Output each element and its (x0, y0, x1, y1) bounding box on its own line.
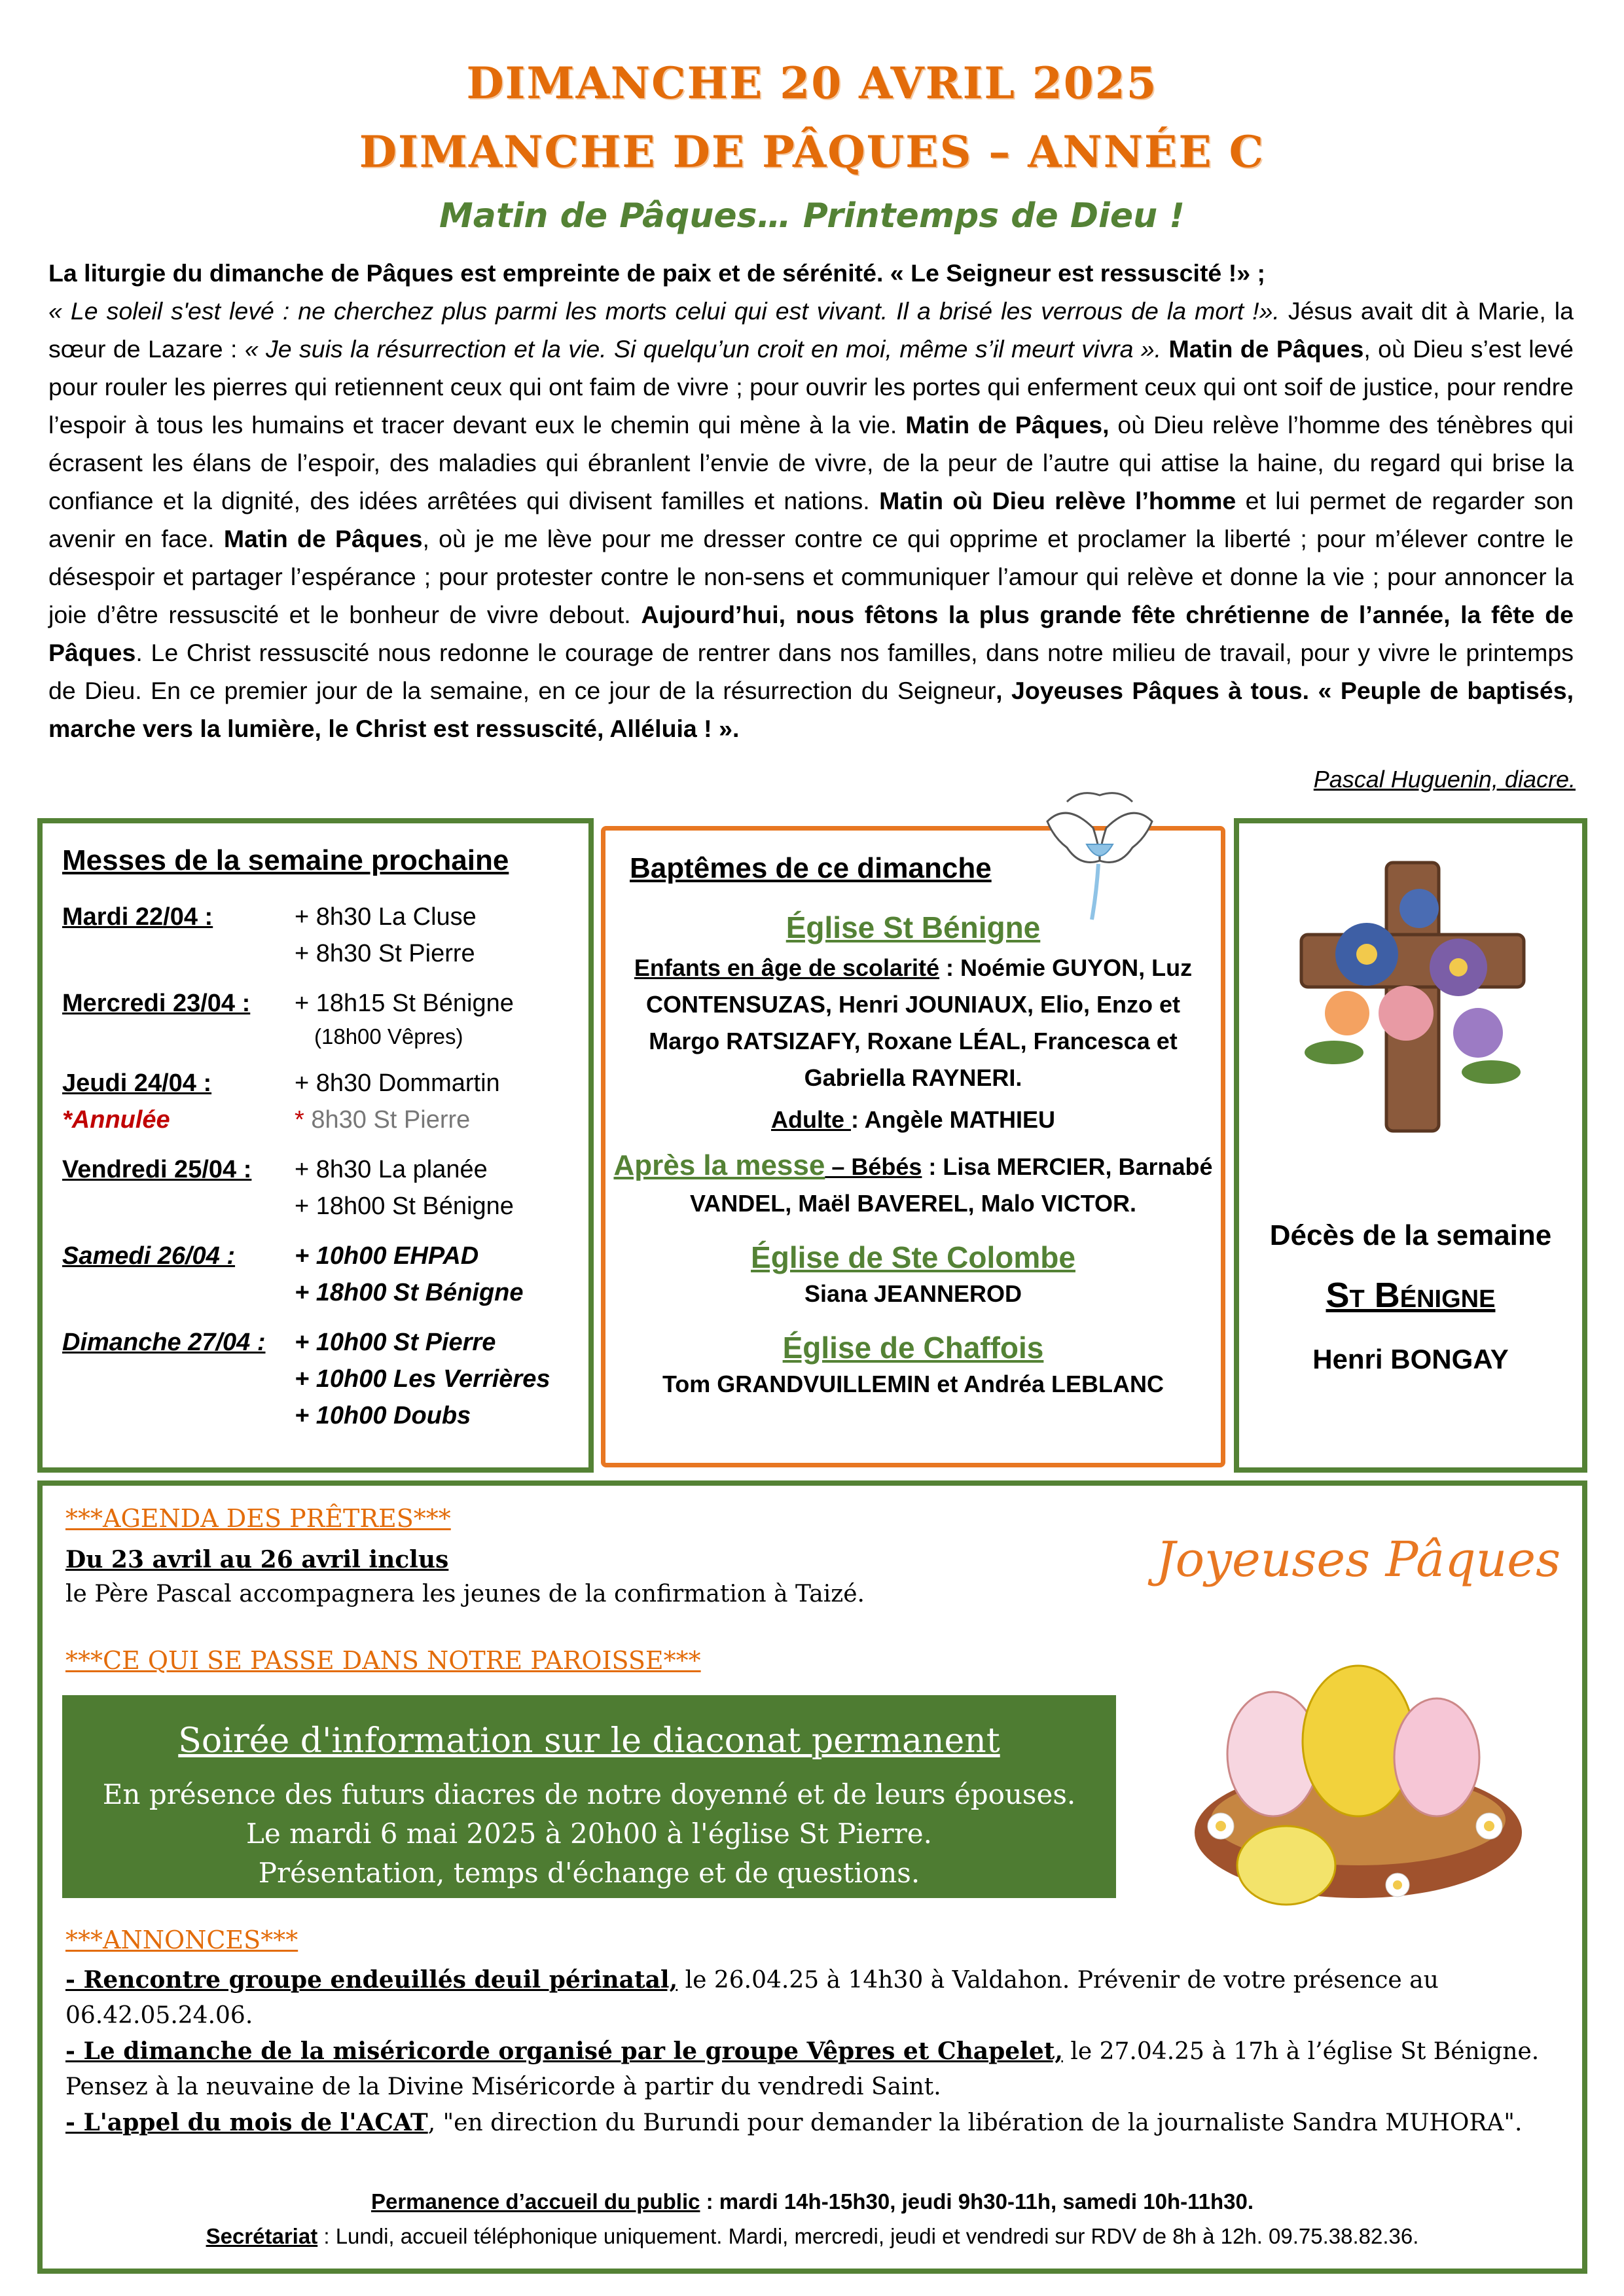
cross-flowers-icon (1275, 850, 1550, 1138)
messes-row: Jeudi 24/04 : *Annulée + 8h30 Dommartin * 8h30 St Pierre (62, 1065, 550, 1138)
signature: Pascal Huguenin, diacre. (1313, 766, 1576, 793)
messes-row: Mercredi 23/04 : + 18h15 St Bénigne (18h00 Vêpres) (62, 990, 514, 1049)
baptemes-title: Baptêmes de ce dimanche (630, 852, 992, 884)
annonce-item: - Le dimanche de la miséricorde organisé par le groupe Vêpres et Chapelet, le 27.04.25 à 17h à l’église St Bénigne. Pensez à la neuvaine de la Divine Miséricorde à partir du vendredi Saint. (65, 2037, 1540, 2100)
cancel-note: *Annulée (62, 1106, 170, 1134)
intro-quote1: « Le soleil s'est levé : ne cherchez plus parmi les morts celui qui est vivant. Il a brisé les verrous de la mort !». (48, 297, 1280, 325)
intro-text: La liturgie du dimanche de Pâques est empreinte de paix et de sérénité. « Le Seigneur est ressuscité !» ; « Le soleil s'est levé : ne cherchez plus parmi les morts celui qui est vivant. Il a brisé les verrous de la mort !». Jésus avait dit à Marie, la sœur de Lazare : « Je suis la résurrection et la vie. Si quelqu’un croit en moi, même s’il meurt vivra ». Matin de Pâques, où Dieu s’est levé pour rouler les pierres qui retiennent ceux qui ont faim de vivre ; pour ouvrir les portes qui enferment ceux qui ont soif de justice, pour rendre l’espoir à tous les humains et tracer devant eux le chemin qui mène à la vie. Matin de Pâques, où Dieu relève l’homme des ténèbres qui écrasent les élans de l’espoir, des maladies qui ébranlent l’envie de vivre, de la peur de l’autre qui attise la haine, du regard qui brise la confiance et la dignité, des idées arrêtées qui divisent familles et nations. Matin où Dieu relève l’homme et lui permet de regarder son avenir en face. Matin de Pâques, où je me lève pour me dresser contre ce qui opprime et proclamer la liberté ; pour m’élever contre le désespoir et partager l’espérance ; pour protester contre le non-sens et communiquer l’amour qui relève et donne la vie ; pour annoncer la joie d’être ressuscité et le bonheur de vivre debout. Aujourd’hui, nous fêtons la plus grande fête chrétienne de l’année, la fête de Pâques. Le Christ ressuscité nous redonne le courage de rentrer dans nos familles, dans notre milieu de travail, pour y vivre le printemps de Dieu. En ce premier jour de la semaine, en ce jour de la résurrection du Seigneur, Joyeuses Pâques à tous. « Peuple de baptisés, marche vers la lumière, le Christ est ressuscité, Alléluia ! ». (48, 259, 1574, 742)
messes-title: Messes de la semaine prochaine (62, 844, 509, 876)
banner-title: Soirée d'information sur le diaconat permanent (178, 1721, 1000, 1761)
agenda-period: Du 23 avril au 26 avril inclus (65, 1546, 449, 1573)
church-chaffois: Église de Chaffois (782, 1331, 1044, 1365)
secretariat: Secrétariat : Lundi, accueil téléphonique uniquement. Mardi, mercredi, jeudi et vendredi sur RDV de 8h à 12h. 09.75.38.82.36. (206, 2224, 1419, 2248)
agenda-title: ***AGENDA DES PRÊTRES*** (65, 1504, 451, 1533)
annonce-item: - L'appel du mois de l'ACAT, "en direction du Burundi pour demander la libération de la journaliste Sandra MUHORA". (65, 2109, 1523, 2136)
deces-box (1234, 818, 1587, 1473)
agenda-text: le Père Pascal accompagnera les jeunes de la confirmation à Taizé. (65, 1581, 865, 1607)
date-title: DIMANCHE 20 AVRIL 2025 (466, 58, 1158, 109)
messes-row: Dimanche 27/04 : + 10h00 St Pierre + 10h00 Les Verrières + 10h00 Doubs (62, 1329, 550, 1429)
baptemes-list: Église St Bénigne Enfants en âge de scolarité : Noémie GUYON, Luz CONTENSUZAS, Henri JOUNIAUX, Elio, Enzo et Margo RATSIZAFY, Roxane LÉAL, Francesca et Gabriella RAYNERI. Adulte : Angèle MATHIEU Après la messe – Bébés : Lisa MERCIER, Barnabé VANDEL, Maël BAVEREL, Malo VICTOR. Église de Ste Colombe Siana JEANNEROD Église de Chaffois Tom GRANDVUILLEMIN et Andréa LEBLANC (612, 909, 1214, 1403)
subtitle: Matin de Pâques… Printemps de Dieu ! (439, 196, 1185, 236)
messes-table (62, 899, 550, 1434)
annonce-item: - Rencontre groupe endeuillés deuil périnatal, le 26.04.25 à 14h30 à Valdahon. Prévenir de votre présence au 06.42.05.24.06. (65, 1966, 1439, 2029)
church-ste-colombe: Église de Ste Colombe (751, 1240, 1075, 1274)
easter-eggs-basket-icon (1182, 1610, 1535, 1924)
water-hands-icon (1041, 782, 1159, 933)
intro-p1: La liturgie du dimanche de Pâques est empreinte de paix et de sérénité. « Le Seigneur est ressuscité !» ; (48, 259, 1265, 287)
lower-box (37, 1480, 1587, 2274)
easter-greeting: Joyeuses Pâques (1155, 1532, 1561, 1588)
deces-title: Décès de la semaine (1269, 1219, 1552, 1251)
paroisse-title: ***CE QUI SE PASSE DANS NOTRE PAROISSE*** (65, 1646, 701, 1675)
messes-row: Samedi 26/04 : + 10h00 EHPAD + 18h00 St Bénigne (62, 1242, 524, 1306)
diaconat-banner: Soirée d'information sur le diaconat permanent En présence des futurs diacres de notre doyenné et de leurs épouses. Le mardi 6 mai 2025 à 20h00 à l'église St Pierre. Présentation, temps d'échange et de questions. (62, 1695, 1116, 1898)
church-st-benigne: Église St Bénigne (785, 910, 1041, 944)
deces-name: Henri BONGAY (1312, 1344, 1509, 1374)
annonces-title: ***ANNONCES*** (65, 1926, 298, 1954)
intro-quote2: « Je suis la résurrection et la vie. Si quelqu’un croit en moi, même s’il meurt vivra ». (244, 335, 1162, 363)
deces-church: St Bénigne (1326, 1276, 1496, 1315)
annonces-list (65, 1962, 1564, 2141)
permanence: Permanence d’accueil du public : mardi 14h-15h30, jeudi 9h30-11h, samedi 10h-11h30. (370, 2189, 1254, 2214)
messes-box (37, 818, 594, 1473)
messes-row: Mardi 22/04 : + 8h30 La Cluse + 8h30 St Pierre (62, 903, 477, 967)
feast-title: DIMANCHE DE PÂQUES – ANNÉE C (359, 126, 1265, 177)
messes-row: Vendredi 25/04 : + 8h30 La planée + 18h00 St Bénigne (62, 1156, 514, 1220)
